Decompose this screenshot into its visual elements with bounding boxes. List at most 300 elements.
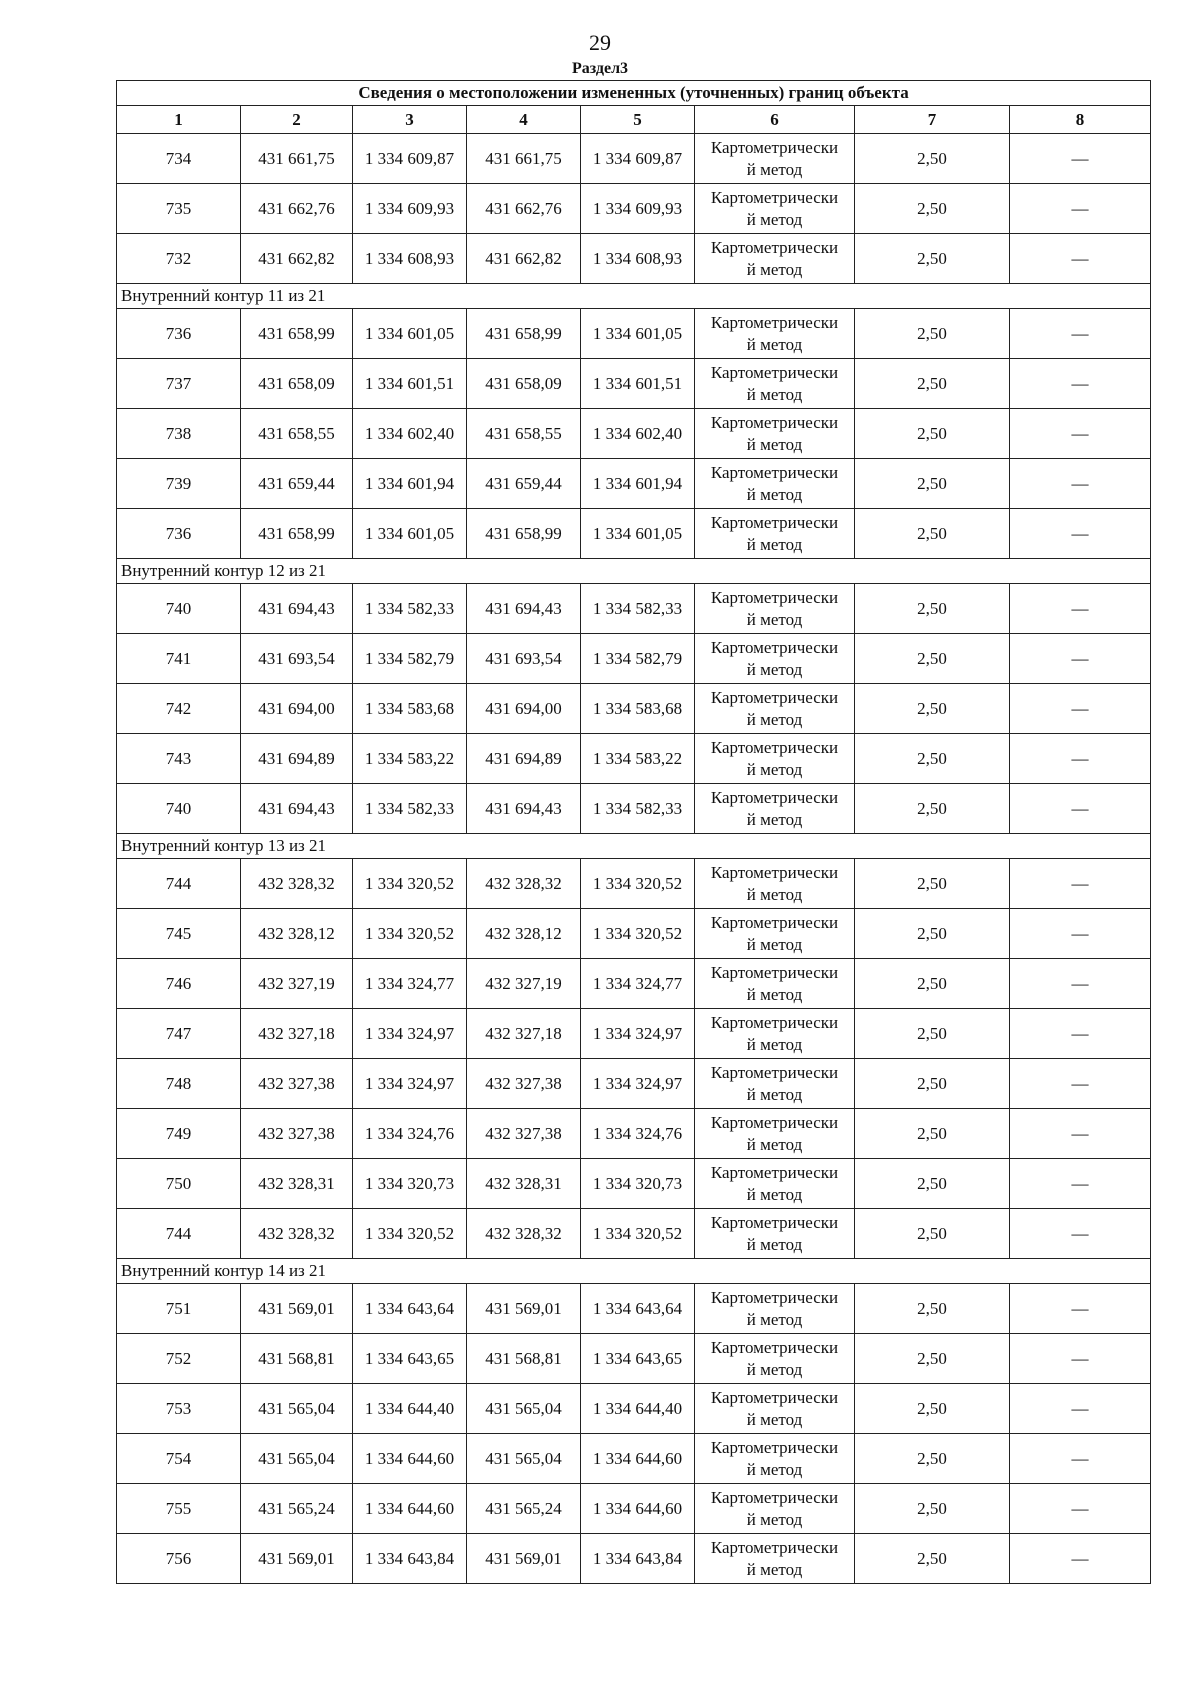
method-text-line1: Картометрически — [710, 412, 839, 432]
description-value: — — [1010, 459, 1151, 509]
y-coordinate-refined: 1 334 320,52 — [581, 909, 695, 959]
y-coordinate: 1 334 644,60 — [353, 1484, 467, 1534]
method-text-line1: Картометрически — [710, 1387, 839, 1407]
accuracy-value: 2,50 — [855, 859, 1010, 909]
table-row — [117, 309, 1151, 359]
point-number: 740 — [117, 784, 241, 834]
description-value: — — [1010, 1009, 1151, 1059]
accuracy-value: 2,50 — [855, 684, 1010, 734]
method-text-line1: Картометрически — [710, 737, 839, 757]
y-coordinate-refined: 1 334 601,51 — [581, 359, 695, 409]
table-row — [117, 1059, 1151, 1109]
y-coordinate: 1 334 582,33 — [353, 784, 467, 834]
method-text-line2: й метод — [746, 334, 803, 354]
description-value: — — [1010, 1384, 1151, 1434]
method-text-line1: Картометрически — [710, 1162, 839, 1182]
description-value: — — [1010, 734, 1151, 784]
column-number: 1 — [117, 106, 241, 134]
x-coordinate-refined: 431 568,81 — [467, 1334, 581, 1384]
accuracy-value: 2,50 — [855, 1109, 1010, 1159]
y-coordinate: 1 334 601,51 — [353, 359, 467, 409]
method-cell — [695, 1009, 855, 1059]
description-value: — — [1010, 1059, 1151, 1109]
y-coordinate-refined: 1 334 643,65 — [581, 1334, 695, 1384]
description-value: — — [1010, 409, 1151, 459]
method-cell — [695, 1434, 855, 1484]
method-text-line2: й метод — [746, 1184, 803, 1204]
point-number: 755 — [117, 1484, 241, 1534]
point-number: 744 — [117, 1209, 241, 1259]
y-coordinate: 1 334 643,65 — [353, 1334, 467, 1384]
column-number: 4 — [467, 106, 581, 134]
table-row — [117, 959, 1151, 1009]
method-text-line1: Картометрически — [710, 512, 839, 532]
method-cell — [695, 134, 855, 184]
x-coordinate: 431 693,54 — [241, 634, 353, 684]
accuracy-value: 2,50 — [855, 184, 1010, 234]
x-coordinate-refined: 432 327,38 — [467, 1059, 581, 1109]
y-coordinate: 1 334 320,52 — [353, 909, 467, 959]
column-number: 8 — [1010, 106, 1151, 134]
y-coordinate-refined: 1 334 644,60 — [581, 1434, 695, 1484]
y-coordinate: 1 334 324,76 — [353, 1109, 467, 1159]
x-coordinate-refined: 431 694,43 — [467, 584, 581, 634]
x-coordinate-refined: 432 327,38 — [467, 1109, 581, 1159]
accuracy-value: 2,50 — [855, 784, 1010, 834]
method-cell — [695, 1334, 855, 1384]
method-text-line2: й метод — [746, 534, 803, 554]
table-row — [117, 584, 1151, 634]
y-coordinate-refined: 1 334 324,97 — [581, 1009, 695, 1059]
method-cell — [695, 859, 855, 909]
description-value: — — [1010, 1284, 1151, 1334]
x-coordinate-refined: 431 662,76 — [467, 184, 581, 234]
x-coordinate-refined: 431 569,01 — [467, 1534, 581, 1584]
method-cell — [695, 1109, 855, 1159]
description-value: — — [1010, 1484, 1151, 1534]
description-value: — — [1010, 859, 1151, 909]
method-cell — [695, 1534, 855, 1584]
y-coordinate: 1 334 643,64 — [353, 1284, 467, 1334]
column-number: 3 — [353, 106, 467, 134]
contour-label: Внутренний контур 11 из 21 — [117, 284, 1151, 309]
accuracy-value: 2,50 — [855, 459, 1010, 509]
column-number: 5 — [581, 106, 695, 134]
table-row — [117, 409, 1151, 459]
method-text-line2: й метод — [746, 1234, 803, 1254]
table-row — [117, 1384, 1151, 1434]
contour-row — [117, 559, 1151, 584]
description-value: — — [1010, 1159, 1151, 1209]
y-coordinate-refined: 1 334 324,76 — [581, 1109, 695, 1159]
accuracy-value: 2,50 — [855, 409, 1010, 459]
table-row — [117, 1534, 1151, 1584]
y-coordinate-refined: 1 334 644,40 — [581, 1384, 695, 1434]
y-coordinate-refined: 1 334 609,93 — [581, 184, 695, 234]
method-cell — [695, 1209, 855, 1259]
y-coordinate-refined: 1 334 583,22 — [581, 734, 695, 784]
method-text-line2: й метод — [746, 1134, 803, 1154]
method-text-line1: Картометрически — [710, 687, 839, 707]
x-coordinate-refined: 432 327,19 — [467, 959, 581, 1009]
method-text-line1: Картометрически — [710, 912, 839, 932]
x-coordinate: 431 694,89 — [241, 734, 353, 784]
description-value: — — [1010, 509, 1151, 559]
y-coordinate-refined: 1 334 644,60 — [581, 1484, 695, 1534]
y-coordinate: 1 334 601,05 — [353, 309, 467, 359]
method-text-line2: й метод — [746, 1459, 803, 1479]
point-number: 739 — [117, 459, 241, 509]
method-cell — [695, 684, 855, 734]
method-cell — [695, 1484, 855, 1534]
x-coordinate: 432 328,32 — [241, 859, 353, 909]
x-coordinate: 431 662,76 — [241, 184, 353, 234]
method-text-line2: й метод — [746, 1034, 803, 1054]
description-value: — — [1010, 309, 1151, 359]
y-coordinate: 1 334 582,33 — [353, 584, 467, 634]
x-coordinate-refined: 432 328,32 — [467, 859, 581, 909]
x-coordinate: 432 328,12 — [241, 909, 353, 959]
accuracy-value: 2,50 — [855, 134, 1010, 184]
method-text-line1: Картометрически — [710, 787, 839, 807]
contour-row — [117, 834, 1151, 859]
accuracy-value: 2,50 — [855, 634, 1010, 684]
y-coordinate: 1 334 643,84 — [353, 1534, 467, 1584]
contour-row — [117, 1259, 1151, 1284]
method-text-line1: Картометрически — [710, 1012, 839, 1032]
y-coordinate-refined: 1 334 583,68 — [581, 684, 695, 734]
description-value: — — [1010, 1334, 1151, 1384]
x-coordinate: 432 328,32 — [241, 1209, 353, 1259]
point-number: 736 — [117, 509, 241, 559]
method-text-line2: й метод — [746, 1559, 803, 1579]
method-text-line2: й метод — [746, 1409, 803, 1429]
point-number: 752 — [117, 1334, 241, 1384]
x-coordinate-refined: 431 694,89 — [467, 734, 581, 784]
table-row — [117, 509, 1151, 559]
method-cell — [695, 1059, 855, 1109]
accuracy-value: 2,50 — [855, 1334, 1010, 1384]
method-text-line1: Картометрически — [710, 1112, 839, 1132]
y-coordinate-refined: 1 334 320,52 — [581, 859, 695, 909]
y-coordinate: 1 334 644,40 — [353, 1384, 467, 1434]
y-coordinate-refined: 1 334 582,79 — [581, 634, 695, 684]
method-cell — [695, 784, 855, 834]
accuracy-value: 2,50 — [855, 909, 1010, 959]
y-coordinate-refined: 1 334 320,52 — [581, 1209, 695, 1259]
y-coordinate-refined: 1 334 324,77 — [581, 959, 695, 1009]
point-number: 745 — [117, 909, 241, 959]
y-coordinate-refined: 1 334 582,33 — [581, 784, 695, 834]
y-coordinate-refined: 1 334 324,97 — [581, 1059, 695, 1109]
table-row — [117, 134, 1151, 184]
x-coordinate: 431 569,01 — [241, 1534, 353, 1584]
x-coordinate: 431 662,82 — [241, 234, 353, 284]
accuracy-value: 2,50 — [855, 1534, 1010, 1584]
y-coordinate: 1 334 644,60 — [353, 1434, 467, 1484]
method-text-line2: й метод — [746, 1509, 803, 1529]
method-text-line1: Картометрически — [710, 637, 839, 657]
point-number: 743 — [117, 734, 241, 784]
description-value: — — [1010, 784, 1151, 834]
description-value: — — [1010, 234, 1151, 284]
method-text-line1: Картометрически — [710, 137, 839, 157]
description-value: — — [1010, 1534, 1151, 1584]
method-text-line2: й метод — [746, 159, 803, 179]
x-coordinate: 432 327,38 — [241, 1059, 353, 1109]
x-coordinate-refined: 431 565,04 — [467, 1434, 581, 1484]
page-number: 29 — [589, 30, 611, 55]
point-number: 732 — [117, 234, 241, 284]
method-text-line2: й метод — [746, 384, 803, 404]
method-text-line1: Картометрически — [710, 1287, 839, 1307]
x-coordinate: 432 327,18 — [241, 1009, 353, 1059]
y-coordinate: 1 334 609,87 — [353, 134, 467, 184]
coordinates-table — [116, 80, 1151, 1584]
method-text-line1: Картометрически — [710, 862, 839, 882]
point-number: 756 — [117, 1534, 241, 1584]
x-coordinate: 431 658,99 — [241, 309, 353, 359]
method-cell — [695, 234, 855, 284]
x-coordinate-refined: 431 693,54 — [467, 634, 581, 684]
description-value: — — [1010, 909, 1151, 959]
point-number: 750 — [117, 1159, 241, 1209]
table-row — [117, 234, 1151, 284]
method-text-line2: й метод — [746, 484, 803, 504]
y-coordinate-refined: 1 334 602,40 — [581, 409, 695, 459]
method-cell — [695, 634, 855, 684]
table-row — [117, 184, 1151, 234]
y-coordinate: 1 334 324,97 — [353, 1059, 467, 1109]
y-coordinate-refined: 1 334 608,93 — [581, 234, 695, 284]
x-coordinate-refined: 432 328,31 — [467, 1159, 581, 1209]
method-cell — [695, 734, 855, 784]
column-number: 2 — [241, 106, 353, 134]
accuracy-value: 2,50 — [855, 1209, 1010, 1259]
point-number: 741 — [117, 634, 241, 684]
column-number: 7 — [855, 106, 1010, 134]
method-text-line1: Картометрически — [710, 1487, 839, 1507]
point-number: 754 — [117, 1434, 241, 1484]
accuracy-value: 2,50 — [855, 959, 1010, 1009]
contour-label: Внутренний контур 12 из 21 — [117, 559, 1151, 584]
method-cell — [695, 309, 855, 359]
x-coordinate-refined: 431 658,55 — [467, 409, 581, 459]
accuracy-value: 2,50 — [855, 1434, 1010, 1484]
x-coordinate-refined: 431 661,75 — [467, 134, 581, 184]
y-coordinate: 1 334 583,68 — [353, 684, 467, 734]
method-text-line2: й метод — [746, 884, 803, 904]
y-coordinate: 1 334 601,05 — [353, 509, 467, 559]
x-coordinate: 431 659,44 — [241, 459, 353, 509]
method-text-line2: й метод — [746, 259, 803, 279]
method-text-line2: й метод — [746, 1359, 803, 1379]
table-row — [117, 909, 1151, 959]
point-number: 740 — [117, 584, 241, 634]
x-coordinate: 431 658,55 — [241, 409, 353, 459]
x-coordinate: 431 694,43 — [241, 584, 353, 634]
y-coordinate-refined: 1 334 601,94 — [581, 459, 695, 509]
x-coordinate-refined: 431 658,99 — [467, 309, 581, 359]
accuracy-value: 2,50 — [855, 1009, 1010, 1059]
table-row — [117, 1159, 1151, 1209]
x-coordinate-refined: 431 694,43 — [467, 784, 581, 834]
y-coordinate: 1 334 324,97 — [353, 1009, 467, 1059]
point-number: 736 — [117, 309, 241, 359]
point-number: 737 — [117, 359, 241, 409]
y-coordinate: 1 334 320,52 — [353, 859, 467, 909]
accuracy-value: 2,50 — [855, 584, 1010, 634]
method-text-line1: Картометрически — [710, 312, 839, 332]
accuracy-value: 2,50 — [855, 1159, 1010, 1209]
x-coordinate: 431 565,24 — [241, 1484, 353, 1534]
method-text-line1: Картометрически — [710, 1212, 839, 1232]
y-coordinate: 1 334 602,40 — [353, 409, 467, 459]
point-number: 749 — [117, 1109, 241, 1159]
method-text-line1: Картометрически — [710, 1062, 839, 1082]
method-text-line1: Картометрически — [710, 1337, 839, 1357]
accuracy-value: 2,50 — [855, 509, 1010, 559]
method-text-line1: Картометрически — [710, 187, 839, 207]
contour-row — [117, 284, 1151, 309]
method-cell — [695, 184, 855, 234]
x-coordinate: 432 328,31 — [241, 1159, 353, 1209]
accuracy-value: 2,50 — [855, 1284, 1010, 1334]
description-value: — — [1010, 184, 1151, 234]
method-text-line2: й метод — [746, 434, 803, 454]
table-row — [117, 734, 1151, 784]
table-row — [117, 1284, 1151, 1334]
accuracy-value: 2,50 — [855, 359, 1010, 409]
y-coordinate: 1 334 324,77 — [353, 959, 467, 1009]
contour-label: Внутренний контур 14 из 21 — [117, 1259, 1151, 1284]
method-cell — [695, 459, 855, 509]
x-coordinate: 431 661,75 — [241, 134, 353, 184]
table-row — [117, 1334, 1151, 1384]
method-text-line2: й метод — [746, 209, 803, 229]
description-value: — — [1010, 359, 1151, 409]
description-value: — — [1010, 1209, 1151, 1259]
x-coordinate-refined: 432 328,32 — [467, 1209, 581, 1259]
y-coordinate-refined: 1 334 643,84 — [581, 1534, 695, 1584]
x-coordinate-refined: 431 659,44 — [467, 459, 581, 509]
accuracy-value: 2,50 — [855, 1384, 1010, 1434]
method-cell — [695, 1159, 855, 1209]
x-coordinate: 431 568,81 — [241, 1334, 353, 1384]
method-cell — [695, 959, 855, 1009]
point-number: 748 — [117, 1059, 241, 1109]
table-row — [117, 1484, 1151, 1534]
point-number: 742 — [117, 684, 241, 734]
method-text-line2: й метод — [746, 809, 803, 829]
method-text-line1: Картометрически — [710, 1537, 839, 1557]
point-number: 747 — [117, 1009, 241, 1059]
x-coordinate-refined: 431 569,01 — [467, 1284, 581, 1334]
x-coordinate: 431 658,99 — [241, 509, 353, 559]
method-cell — [695, 1284, 855, 1334]
accuracy-value: 2,50 — [855, 734, 1010, 784]
point-number: 744 — [117, 859, 241, 909]
description-value: — — [1010, 584, 1151, 634]
y-coordinate: 1 334 583,22 — [353, 734, 467, 784]
y-coordinate-refined: 1 334 609,87 — [581, 134, 695, 184]
x-coordinate-refined: 431 565,04 — [467, 1384, 581, 1434]
method-cell — [695, 909, 855, 959]
y-coordinate-refined: 1 334 582,33 — [581, 584, 695, 634]
table-row — [117, 1434, 1151, 1484]
section-title: Раздел3 — [571, 60, 629, 77]
y-coordinate: 1 334 609,93 — [353, 184, 467, 234]
x-coordinate: 432 327,38 — [241, 1109, 353, 1159]
x-coordinate: 431 565,04 — [241, 1384, 353, 1434]
description-value: — — [1010, 959, 1151, 1009]
description-value: — — [1010, 684, 1151, 734]
method-text-line2: й метод — [746, 659, 803, 679]
table-row — [117, 359, 1151, 409]
point-number: 735 — [117, 184, 241, 234]
method-text-line1: Картометрически — [710, 362, 839, 382]
contour-label: Внутренний контур 13 из 21 — [117, 834, 1151, 859]
table-row — [117, 1209, 1151, 1259]
x-coordinate-refined: 431 658,99 — [467, 509, 581, 559]
point-number: 753 — [117, 1384, 241, 1434]
y-coordinate-refined: 1 334 643,64 — [581, 1284, 695, 1334]
y-coordinate: 1 334 608,93 — [353, 234, 467, 284]
x-coordinate: 431 694,43 — [241, 784, 353, 834]
y-coordinate-refined: 1 334 320,73 — [581, 1159, 695, 1209]
method-cell — [695, 1384, 855, 1434]
description-value: — — [1010, 134, 1151, 184]
accuracy-value: 2,50 — [855, 1484, 1010, 1534]
method-text-line1: Картометрически — [710, 962, 839, 982]
x-coordinate-refined: 432 327,18 — [467, 1009, 581, 1059]
accuracy-value: 2,50 — [855, 1059, 1010, 1109]
method-text-line1: Картометрически — [710, 1437, 839, 1457]
table-row — [117, 634, 1151, 684]
method-text-line2: й метод — [746, 1084, 803, 1104]
y-coordinate: 1 334 320,52 — [353, 1209, 467, 1259]
x-coordinate-refined: 432 328,12 — [467, 909, 581, 959]
x-coordinate: 431 658,09 — [241, 359, 353, 409]
table-row — [117, 1009, 1151, 1059]
method-text-line1: Картометрически — [710, 587, 839, 607]
method-text-line1: Картометрически — [710, 237, 839, 257]
method-text-line2: й метод — [746, 984, 803, 1004]
method-cell — [695, 584, 855, 634]
y-coordinate: 1 334 582,79 — [353, 634, 467, 684]
description-value: — — [1010, 1109, 1151, 1159]
y-coordinate: 1 334 601,94 — [353, 459, 467, 509]
method-text-line2: й метод — [746, 609, 803, 629]
x-coordinate: 431 694,00 — [241, 684, 353, 734]
description-value: — — [1010, 634, 1151, 684]
x-coordinate: 431 565,04 — [241, 1434, 353, 1484]
x-coordinate-refined: 431 658,09 — [467, 359, 581, 409]
table-row — [117, 1109, 1151, 1159]
y-coordinate: 1 334 320,73 — [353, 1159, 467, 1209]
table-row — [117, 859, 1151, 909]
point-number: 734 — [117, 134, 241, 184]
method-text-line2: й метод — [746, 1309, 803, 1329]
method-text-line2: й метод — [746, 709, 803, 729]
table-caption: Сведения о местоположении измененных (уточненных) границ объекта — [117, 81, 1151, 106]
accuracy-value: 2,50 — [855, 234, 1010, 284]
method-text-line2: й метод — [746, 759, 803, 779]
method-text-line1: Картометрически — [710, 462, 839, 482]
x-coordinate: 431 569,01 — [241, 1284, 353, 1334]
point-number: 751 — [117, 1284, 241, 1334]
description-value: — — [1010, 1434, 1151, 1484]
